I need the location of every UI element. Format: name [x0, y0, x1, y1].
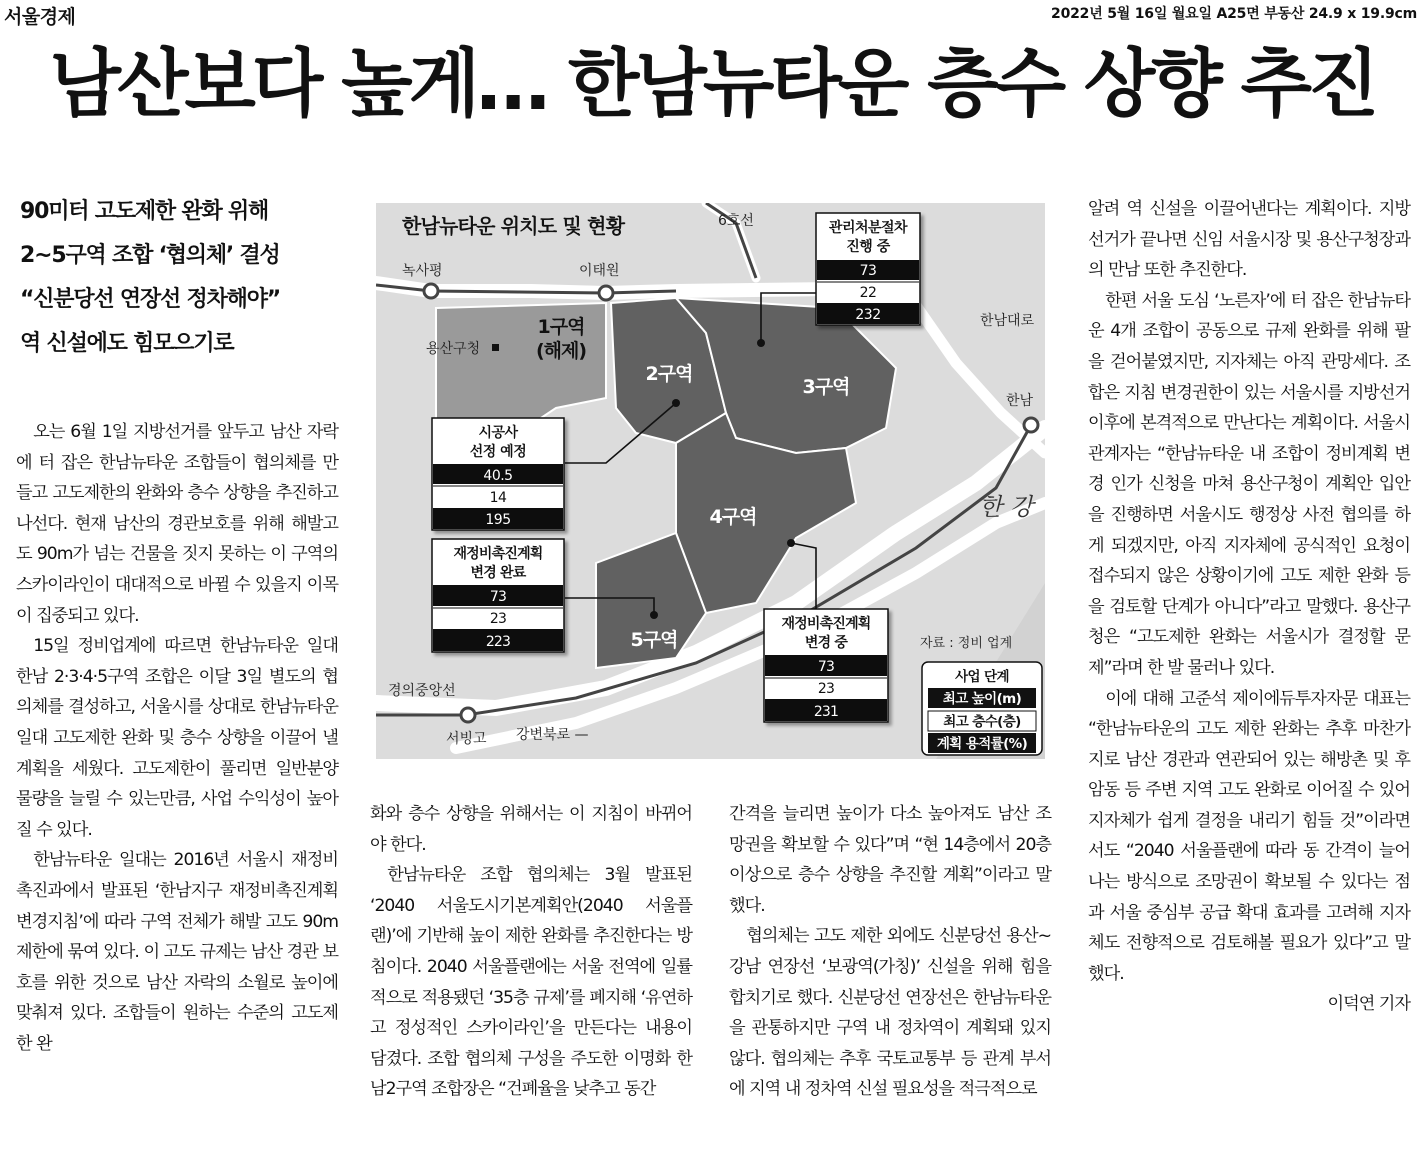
info-box-zone-4-stage-1: 재정비촉진계획 — [781, 616, 871, 632]
zone-1-status: (해제) — [535, 340, 587, 362]
label-yongsan-office: 용산구청 — [426, 341, 481, 357]
label-hannam: 한남 — [1006, 393, 1034, 409]
zone-1-label: 1구역 — [537, 316, 585, 338]
legend-far: 계획 용적률(%) — [936, 736, 1028, 752]
station-noksapyeong — [424, 284, 438, 298]
info-box-zone-4-far: 231 — [813, 704, 839, 720]
zone-5-label: 5구역 — [630, 629, 678, 651]
info-box-zone-2-stage-1: 시공사 — [478, 425, 518, 441]
zone-4-label: 4구역 — [709, 506, 757, 528]
map-svg — [376, 203, 1045, 759]
paragraph: 간격을 늘리면 높이가 다소 높아져도 남산 조망권을 확보할 수 있다”며 “현 14층에서 20층 이상으로 층수 상향을 추진할 계획”이라고 말했다. — [729, 804, 1051, 916]
info-box-zone-4-floors: 23 — [817, 681, 835, 697]
headline: 남산보다 높게… 한남뉴타운 층수 상향 추진 — [49, 41, 1376, 127]
label-line6: 6호선 — [718, 213, 754, 229]
info-box-zone-3-far: 232 — [855, 307, 881, 323]
article-column-3 — [729, 799, 1051, 1105]
newspaper-name: 서울경제 — [4, 6, 76, 28]
info-box-zone-5-far: 223 — [485, 634, 511, 650]
info-box-zone-5-height: 73 — [489, 589, 507, 605]
station-itaewon — [599, 286, 613, 300]
paragraph: 알려 역 신설을 이끌어낸다는 계획이다. 지방선거가 끝나면 신임 서울시장 및 용산구청장과의 만남 또한 추진한다. — [1088, 199, 1410, 281]
map-source: 자료 : 정비 업계 — [920, 636, 1013, 651]
info-box-zone-3-height: 73 — [859, 263, 877, 279]
paragraph: 15일 정비업계에 따르면 한남뉴타운 일대 한남 2·3·4·5구역 조합은 이달 3일 별도의 협의체를 결성하고, 서울시를 상대로 한남뉴타운 일대 고도제한 완화 및 층수 상향을 이끌어 낼 계획을 세웠다. 고도제한이 풀리면 일반분양 물량을 늘릴 수 있는만큼, 사업 수익성이 높아질 수 있다. — [16, 636, 338, 840]
label-noksapyeong: 녹사평 — [402, 263, 443, 279]
label-hannam-daero: 한남대로 — [980, 313, 1035, 329]
label-gyeongui: 경의중앙선 — [388, 683, 456, 699]
info-box-zone-5-stage-1: 재정비촉진계획 — [453, 546, 543, 562]
info-box-zone-5-floors: 23 — [489, 611, 507, 627]
info-box-zone-3-floors: 22 — [859, 285, 877, 301]
info-box-zone-4-height: 73 — [817, 659, 835, 675]
label-seobinggo: 서빙고 — [446, 731, 487, 747]
station-seobinggo — [461, 708, 475, 722]
subhead-3: “신분당선 연장선 정차해야” — [20, 287, 281, 312]
info-box-zone-3-stage-2: 진행 중 — [846, 239, 890, 255]
map-title: 한남뉴타운 위치도 및 현황 — [402, 214, 625, 238]
subheads — [20, 190, 350, 366]
hannam-newtown-map — [376, 203, 1045, 759]
issue-info: 2022년 5월 16일 월요일 A25면 부동산 24.9 x 19.9cm — [1051, 6, 1417, 22]
article-column-2 — [370, 799, 692, 1105]
info-box-zone-4-stage-2: 변경 중 — [804, 635, 848, 651]
subhead-1: 90미터 고도제한 완화 위해 — [20, 199, 269, 224]
label-han-river: 한 강 — [979, 493, 1033, 521]
paragraph: 이에 대해 고준석 제이에듀투자자문 대표는 “한남뉴타운의 고도 제한 완화는 추후 마찬가지로 남산 경관과 연관되어 있는 해방촌 및 후암동 등 주변 지역 고도 완화로 이어질 수 있어 지자체가 쉽게 결정을 내리기 힘들 것”이라면서도 “2040 서울플랜에 따라 동 간격이 늘어나는 방식으로 조망권이 확보될 수 있다는 점과 서울 중심부 공급 확대 효과를 고려해 지자체도 전향적으로 검토해볼 필요가 있다”고 말했다. — [1088, 688, 1410, 984]
label-itaewon: 이태원 — [579, 263, 620, 279]
masthead — [0, 0, 1425, 28]
paragraph: 화와 층수 상향을 위해서는 이 지침이 바뀌어야 한다. — [370, 804, 692, 855]
info-box-zone-2-height: 40.5 — [483, 468, 513, 484]
legend-title: 사업 단계 — [955, 669, 1009, 685]
paragraph: 한남뉴타운 일대는 2016년 서울시 재정비촉진과에서 발표된 ‘한남지구 재정비촉진계획 변경지침’에 따라 구역 전체가 해발 고도 90m 제한에 묶여 있다. 이 고도 규제는 남산 경관 보호를 위한 것으로 남산 자락의 소월로 높이에 맞춰져 있다. 조합들이 원하는 수준의 고도제한 완 — [16, 850, 338, 1054]
yongsan-office-marker — [492, 344, 499, 351]
station-hannam — [1024, 418, 1038, 432]
subhead-4: 역 신설에도 힘모으기로 — [20, 331, 234, 356]
info-box-zone-5-stage-2: 변경 완료 — [470, 565, 526, 581]
paragraph: 협의체는 고도 제한 외에도 신분당선 용산~강남 연장선 ‘보광역(가칭)’ 신설을 위해 힘을 합치기로 했다. 신분당선 연장선은 한남뉴타운을 관통하지만 구역 내 정차역이 계획돼 있지 않다. 협의체는 추후 국토교통부 등 관계 부서에 지역 내 정차역 신설 필요성을 적극적으로 — [729, 926, 1051, 1100]
paragraph: 한편 서울 도심 ‘노른자’에 터 잡은 한남뉴타운 4개 조합이 공동으로 규제 완화를 위해 팔을 걷어붙였지만, 지자체는 아직 관망세다. 조합은 지침 변경권한이 있는 서울시를 지방선거 이후에 본격적으로 만난다는 계획이다. 서울시 관계자는 “한남뉴타운 내 조합이 정비계획 변경 인가 신청을 마쳐 용산구청이 계획안 입안을 진행하면 서울시도 행정상 사전 협의를 하게 되겠지만, 아직 지자체에 공식적인 요청이 접수되지 않은 상황이기에 고도 제한 완화 등을 검토할 단계가 아니다”라고 말했다. 용산구청은 “고도제한 완화는 서울시가 결정할 문제”라며 한 발 물러나 있다. — [1088, 290, 1410, 678]
zone-2-label: 2구역 — [645, 363, 693, 385]
paragraph: 한남뉴타운 조합 협의체는 3월 발표된 ‘2040 서울도시기본계획안(2040 서울플랜)’에 기반해 높이 제한 완화를 추진한다는 방침이다. 2040 서울플랜에는 서울 전역에 일률적으로 적용됐던 ‘35층 규제’를 폐지해 ‘유연하고 정성적인 스카이라인’을 만든다는 내용이 담겼다. 조합 협의체 구성을 주도한 이명화 한남2구역 조합장은 “건폐율을 낮추고 동간 — [370, 865, 692, 1100]
article-column-4 — [1088, 194, 1410, 1020]
info-box-zone-2-stage-2: 선정 예정 — [469, 444, 527, 460]
legend-height: 최고 높이(m) — [942, 691, 1022, 707]
article-column-1 — [16, 417, 338, 1059]
byline: 이덕연 기자 — [1327, 994, 1410, 1015]
subhead-2: 2~5구역 조합 ‘협의체’ 결성 — [20, 243, 280, 268]
zone-3-label: 3구역 — [802, 376, 850, 398]
info-box-zone-3-stage-1: 관리처분절차 — [828, 220, 908, 236]
label-gangbyeon: 강변북로 — — [516, 727, 589, 743]
paragraph: 오는 6월 1일 지방선거를 앞두고 남산 자락에 터 잡은 한남뉴타운 조합들이 협의체를 만들고 고도제한의 완화와 층수 상향을 추진하고 나선다. 현재 남산의 경관보호를 위해 해발고도 90m가 넘는 건물을 짓지 못하는 이 구역의 스카이라인이 대대적으로 바뀔 수 있을지 이목이 집중되고 있다. — [16, 422, 338, 626]
info-box-zone-2-far: 195 — [485, 512, 511, 528]
legend-floors: 최고 층수(층) — [943, 714, 1021, 730]
info-box-zone-2-floors: 14 — [489, 490, 507, 506]
